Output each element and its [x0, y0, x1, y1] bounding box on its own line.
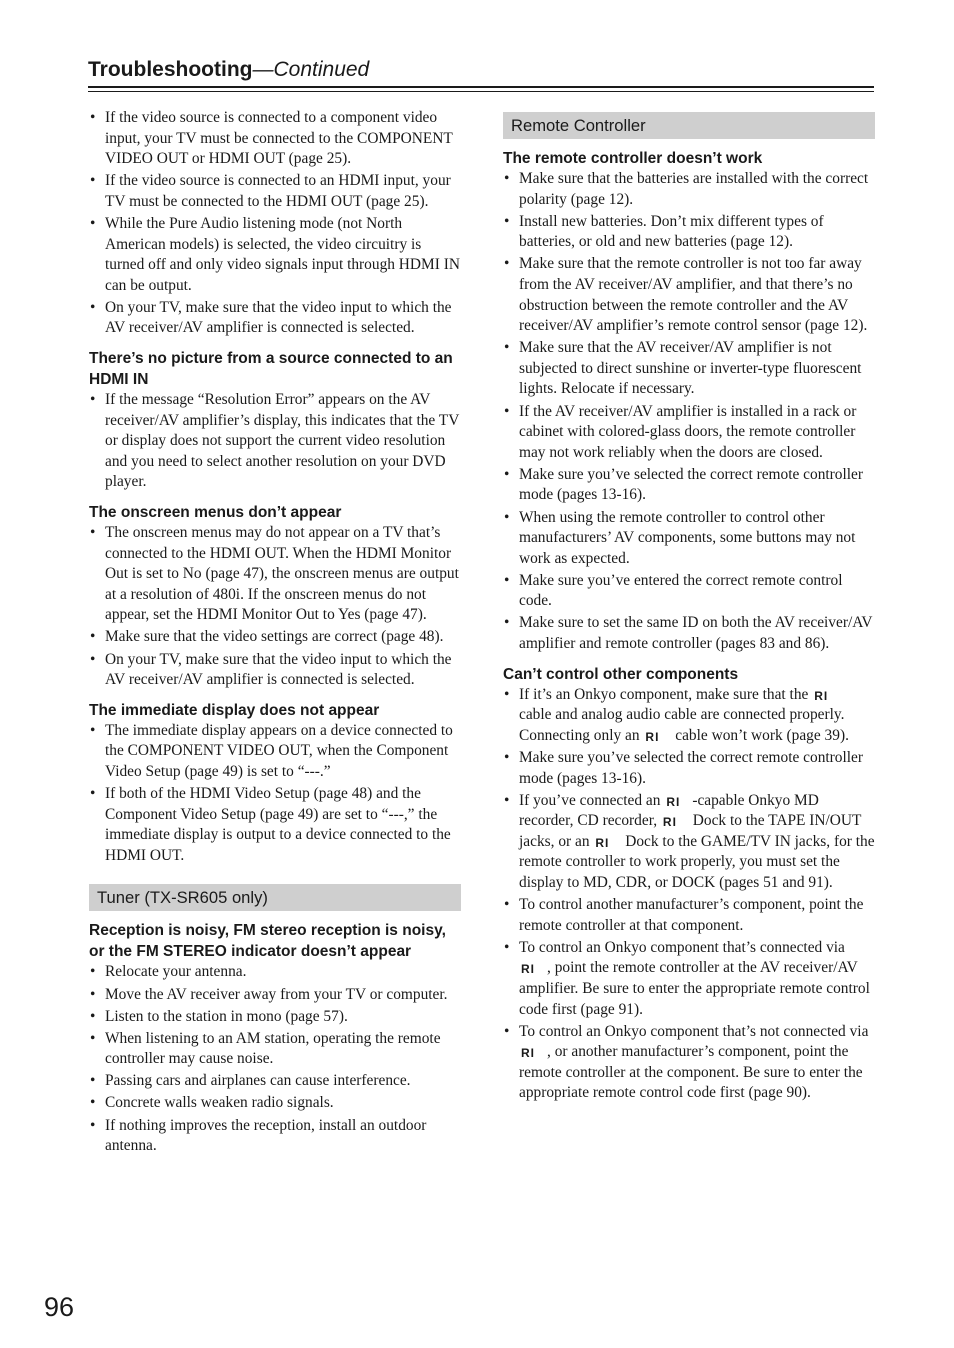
- page-number: 96: [44, 1292, 75, 1322]
- text-segment: cable won’t work (page 39).: [675, 726, 849, 744]
- list-item: • On your TV, make sure that the video input to which the AV receiver/AV amplifier is connected is selected.: [89, 650, 461, 691]
- list-item: • If nothing improves the reception, install an outdoor antenna.: [89, 1116, 461, 1157]
- text-segment: , or another manufacturer’s component, point the remote controller at the component. Be sure to enter the appropriate remote control code first (page 90).: [519, 1043, 863, 1102]
- list-item: • Make sure you’ve entered the correct remote control code.: [503, 571, 875, 612]
- list-item: • On your TV, make sure that the video input to which the AV receiver/AV amplifier is connected is selected.: [89, 298, 461, 339]
- text-segment: To control an Onkyo component that’s not connected via: [519, 1022, 869, 1040]
- list-item: • If the video source is connected to a component video input, your TV must be connected to the COMPONENT VIDEO OUT or HDMI OUT (page 25).: [89, 108, 461, 170]
- section-remote-controller: Remote Controller: [503, 112, 875, 139]
- page-title: [88, 56, 874, 84]
- ri-icon: RI: [595, 835, 610, 850]
- heading-remote-not-work: The remote controller doesn’t work: [503, 150, 763, 167]
- list-item: • Install new batteries. Don’t mix different types of batteries, or old and new batteries (page 12).: [503, 212, 875, 253]
- list-item: [503, 685, 875, 747]
- text-segment: To control an Onkyo component that’s connected via: [519, 938, 845, 956]
- ri-icon: RI: [645, 729, 660, 744]
- other-components-list: [503, 685, 875, 1104]
- list-item: • Concrete walls weaken radio signals.: [89, 1093, 461, 1114]
- ri-icon: RI: [814, 688, 829, 703]
- text-segment: Dock to the GAME/TV IN jacks, for the remote controller to work properly, you must set the display to MD, CDR, or DOCK (pages 51 and 91).: [519, 832, 875, 891]
- list-item: • If the AV receiver/AV amplifier is installed in a rack or cabinet with colored-glass doors, the remote controller may not work reliably when the doors are closed.: [503, 402, 875, 464]
- list-item: • The onscreen menus may do not appear on a TV that’s connected to the HDMI OUT. When the HDMI Monitor Out is set to No (page 47), the onscreen menus are output at a resolution of 480i. If the onscreen menus do not appear, set the HDMI Monitor Out to Yes (page 47).: [89, 523, 461, 626]
- section-tuner: Tuner (TX-SR605 only): [89, 884, 461, 911]
- list-item: • Make sure that the batteries are installed with the correct polarity (page 12).: [503, 169, 875, 210]
- header-rule-thin: [88, 91, 874, 92]
- heading-no-picture-hdmi: There’s no picture from a source connected to an HDMI IN: [89, 350, 453, 389]
- list-item: • If the message “Resolution Error” appears on the AV receiver/AV amplifier’s display, this indicates that the TV or display does not support the current video resolution and you need to select another resolution on your DVD player.: [89, 390, 461, 493]
- list-item: • Passing cars and airplanes can cause interference.: [89, 1071, 461, 1092]
- right-column: [503, 108, 875, 1106]
- ri-icon: RI: [521, 1046, 535, 1061]
- list-item: [503, 938, 875, 1020]
- heading-other-components: Can’t control other components: [503, 665, 739, 683]
- list-item: • When listening to an AM station, operating the remote controller may cause noise.: [89, 1029, 461, 1070]
- page-title-suffix: —Continued: [252, 58, 370, 81]
- tuner-list: [89, 962, 461, 1156]
- text-segment: -capable Onkyo MD recorder, CD recorder,: [519, 791, 819, 830]
- remote-list: [503, 169, 875, 655]
- heading-onscreen-menus: The onscreen menus don’t appear: [89, 504, 342, 521]
- list-item: • Make sure that the AV receiver/AV amplifier is not subjected to direct sunshine or inverter-type fluorescent lights. Relocate if necessary.: [503, 338, 875, 400]
- text-segment: Dock to the TAPE IN/OUT jacks, or an: [519, 812, 862, 850]
- left-column: [89, 108, 461, 1158]
- list-item: • When using the remote controller to control other manufacturers’ AV components, some buttons may not work as expected.: [503, 508, 875, 570]
- text-segment: If it’s an Onkyo component, make sure that the: [519, 685, 809, 703]
- video-source-list: [89, 108, 461, 339]
- list-item: [503, 1022, 875, 1104]
- list-item: [503, 791, 875, 894]
- list-item: • While the Pure Audio listening mode (not North American models) is selected, the video circuitry is turned off and only video signals input through HDMI IN can be output.: [89, 214, 461, 296]
- hdmi-list: [89, 390, 461, 493]
- list-item: • Relocate your antenna.: [89, 962, 461, 983]
- header-rule-thick: [88, 86, 874, 88]
- text-segment: If you’ve connected an: [519, 791, 661, 809]
- text-segment: cable and analog audio cable are connected properly. Connecting only an: [519, 706, 845, 744]
- ri-icon: RI: [662, 815, 677, 830]
- list-item: • Make sure that the video settings are correct (page 48).: [89, 627, 461, 648]
- list-item: • If the video source is connected to an HDMI input, your TV must be connected to the HDMI OUT (page 25).: [89, 171, 461, 212]
- ri-icon: RI: [521, 962, 535, 977]
- list-item: • Move the AV receiver away from your TV or computer.: [89, 985, 461, 1006]
- page-header: [88, 56, 874, 84]
- list-item: • If both of the HDMI Video Setup (page 48) and the Component Video Setup (page 49) are set to “---,” the immediate display is output to a device connected to the HDMI OUT.: [89, 784, 461, 866]
- text-segment: , point the remote controller at the AV receiver/AV amplifier. Be sure to enter the appropriate remote control code first (page 91).: [519, 959, 870, 1018]
- page-title-main: Troubleshooting: [88, 58, 253, 81]
- heading-reception-noisy: Reception is noisy, FM stereo reception is noisy, or the FM STEREO indicator doesn’t appear: [89, 922, 446, 961]
- list-item: • Make sure to set the same ID on both the AV receiver/AV amplifier and remote controller (pages 83 and 86).: [503, 613, 875, 654]
- list-item: • Make sure you’ve selected the correct remote controller mode (pages 13-16).: [503, 748, 875, 789]
- list-item: • Make sure that the remote controller is not too far away from the AV receiver/AV amplifier, and that there’s no obstruction between the remote controller and the AV receiver/AV amplifier’s remote control sensor (page 12).: [503, 254, 875, 336]
- ri-icon: RI: [666, 794, 681, 809]
- onscreen-list: [89, 523, 461, 691]
- heading-immediate-display: The immediate display does not appear: [89, 701, 380, 719]
- list-item: • The immediate display appears on a device connected to the COMPONENT VIDEO OUT, when the Component Video Setup (page 49) is set to “---.”: [89, 721, 461, 783]
- immediate-list: [89, 721, 461, 867]
- list-item: • Listen to the station in mono (page 57).: [89, 1007, 461, 1028]
- list-item: • Make sure you’ve selected the correct remote controller mode (pages 13-16).: [503, 465, 875, 506]
- list-item: • To control another manufacturer’s component, point the remote controller at that component.: [503, 895, 875, 936]
